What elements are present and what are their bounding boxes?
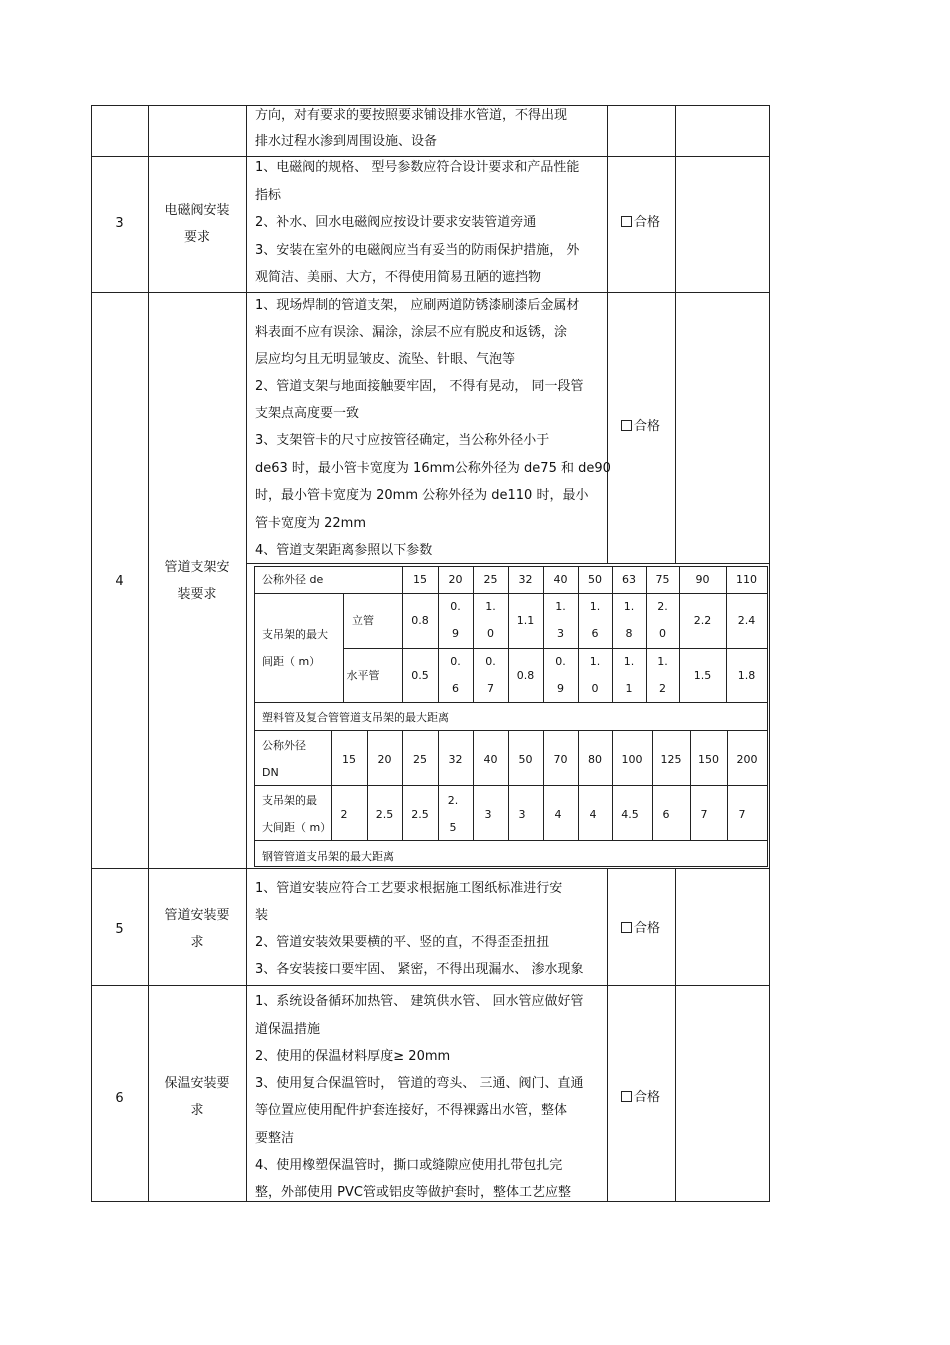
steel-spacing-value: 6 [662,808,670,821]
pass-checkbox[interactable] [621,419,660,435]
steel-size: 70 [553,753,568,766]
checkbox-icon[interactable] [621,1091,632,1102]
vertical-value: 1. [589,600,601,613]
vertical-value: 2.2 [693,614,712,627]
req-line: 2、补水、回水电磁阀应按设计要求安装管道旁通 [255,215,537,230]
steel-spacing-value: 5 [449,821,457,834]
plastic-size: 90 [695,573,710,586]
plastic-size: 32 [518,573,533,586]
req-line: 1、管道安装应符合工艺要求根据施工图纸标准进行安 [255,881,563,896]
checkbox-icon[interactable] [621,922,632,933]
horizontal-value: 7 [487,682,494,695]
vertical-value: 8 [625,627,633,640]
pass-checkbox[interactable] [621,921,660,937]
steel-spacing-value: 2. [447,794,459,807]
req-line: 料表面不应有误涂、漏涂，涂层不应有脱皮和返锈，涂 [255,325,568,340]
horizontal-pipe-label: 水平管 [346,669,380,682]
horizontal-value: 1. [657,655,668,668]
steel-spacing-value: 4 [589,808,597,821]
plastic-size: 75 [655,573,670,586]
steel-spacing-value: 3 [484,808,492,821]
steel-size: 25 [413,753,427,766]
steel-spacing-label-1: 支吊架的最 [262,794,317,807]
horizontal-value: 0. [555,655,566,668]
row-number: 6 [115,1091,124,1106]
req-line: 2、管道支架与地面接触要牢固， 不得有晃动， 同一段管 [255,379,584,394]
steel-size: 150 [698,753,719,766]
req-line: 支架点高度要一致 [255,406,360,421]
pass-label: 合格 [634,419,661,434]
req-line: 等位置应使用配件护套连接好，不得裸露出水管，整体 [255,1103,568,1118]
vertical-value: 9 [452,627,459,640]
vertical-value: 1.1 [516,614,535,627]
req-line: 2、使用的保温材料厚度≥ 20mm [255,1049,451,1064]
steel-spacing-value: 7 [738,808,746,821]
steel-spacing-value: 2.5 [375,808,394,821]
plastic-size: 63 [622,573,636,586]
steel-spacing-label-2: 大间距（ m） [262,821,332,834]
item-name-line-1: 电磁阀安装 [164,203,230,218]
horizontal-value: 1. [623,655,635,668]
item-name-line-2: 求 [190,935,204,950]
req-line: 1、现场焊制的管道支架， 应刷两道防锈漆刷漆后金属材 [255,298,580,313]
req-line: 整，外部使用 PVC管或铝皮等做护套时，整体工艺应整 [255,1185,571,1200]
plastic-size: 110 [736,573,757,586]
steel-size: 20 [377,753,392,766]
plastic-size: 15 [413,573,427,586]
req-line: 3、使用复合保温管时， 管道的弯头、 三通、阀门、直通 [255,1076,584,1091]
steel-size: 125 [660,753,682,766]
steel-size: 100 [621,753,643,766]
plastic-size: 20 [448,573,463,586]
steel-spacing-value: 4.5 [621,808,639,821]
checkbox-icon[interactable] [621,420,632,431]
steel-table-caption: 钢管管道支吊架的最大距离 [262,850,394,863]
cont-line-1: 方向，对有要求的要按照要求铺设排水管道，不得出现 [255,108,568,123]
item-name-line-1: 管道安装要 [164,908,230,923]
vertical-value: 0.8 [411,614,429,627]
item-name-line-2: 求 [190,1103,204,1118]
req-line: 2、管道安装效果要横的平、竖的直，不得歪歪扭扭 [255,935,550,950]
vertical-value: 0. [450,600,461,613]
steel-header-label-1: 公称外径 [262,739,306,752]
horizontal-value: 0.8 [516,669,535,682]
steel-size: 50 [518,753,533,766]
plastic-size: 50 [588,573,602,586]
checkbox-icon[interactable] [621,216,632,227]
steel-size: 40 [483,753,498,766]
vertical-value: 0 [487,627,494,640]
cont-line-2: 排水过程水渗到周围设施、设备 [255,134,438,149]
row-number: 5 [115,922,124,937]
horizontal-value: 1.8 [737,669,756,682]
row-number: 4 [115,574,124,589]
vertical-value: 3 [557,627,564,640]
pass-checkbox[interactable] [621,1090,660,1106]
horizontal-value: 1.5 [693,669,712,682]
plastic-size: 40 [553,573,568,586]
steel-spacing-value: 2 [340,808,348,821]
item-name-line-2: 要求 [183,230,210,245]
req-line: 装 [255,908,269,923]
item-name-line-2: 装要求 [177,587,217,602]
req-line: 要整洁 [255,1131,295,1146]
plastic-header-label: 公称外径 de [262,573,324,586]
pass-label: 合格 [634,1090,661,1105]
req-line: 层应均匀且无明显皱皮、流坠、针眼、气泡等 [255,352,516,367]
steel-spacing-value: 7 [700,808,708,821]
horizontal-value: 9 [557,682,564,695]
req-line: 3、安装在室外的电磁阀应当有妥当的防雨保护措施， 外 [255,243,580,258]
steel-size: 32 [448,753,463,766]
vertical-value: 1. [485,600,496,613]
req-line: 指标 [255,188,282,203]
plastic-table-caption: 塑料管及复合管管道支吊架的最大距离 [262,711,449,724]
pass-label: 合格 [634,215,661,230]
steel-spacing-value: 2.5 [411,808,429,821]
horizontal-value: 1. [589,655,601,668]
steel-spacing-value: 3 [518,808,526,821]
req-line: 道保温措施 [255,1022,321,1037]
item-name-line-1: 管道支架安 [164,560,230,575]
horizontal-value: 0. [485,655,496,668]
horizontal-value: 2 [659,682,666,695]
vertical-value: 2.4 [737,614,756,627]
req-line: 3、支架管卡的尺寸应按管径确定，当公称外径小于 [255,433,550,448]
req-line: 1、电磁阀的规格、 型号参数应符合设计要求和产品性能 [255,160,580,175]
vertical-value: 6 [591,627,599,640]
steel-size: 80 [588,753,602,766]
steel-size: 200 [736,753,758,766]
req-line: 3、各安装接口要牢固、 紧密，不得出现漏水、 渗水现象 [255,962,584,977]
row-number: 3 [115,216,124,231]
horizontal-value: 0.5 [411,669,429,682]
vertical-value: 2. [657,600,668,613]
horizontal-value: 6 [452,682,459,695]
plastic-size: 25 [483,573,498,586]
req-line: 4、管道支架距离参照以下参数 [255,543,433,558]
req-line: 管卡宽度为 22mm [255,516,367,531]
steel-spacing-value: 4 [554,808,562,821]
vertical-value: 0 [659,627,666,640]
horizontal-value: 0. [450,655,461,668]
vertical-pipe-label: 立管 [352,614,374,627]
req-line: 时，最小管卡宽度为 20mm 公称外径为 de110 时，最小 [255,488,589,503]
steel-size: 15 [342,753,356,766]
req-line: 观简洁、美丽、大方，不得使用简易丑陋的遮挡物 [255,270,542,285]
steel-header-label-2: DN [262,766,279,779]
horizontal-value: 0 [591,682,599,695]
req-line: de63 时，最小管卡宽度为 16mm公称外径为 de75 和 de90 [255,461,611,476]
req-line: 4、使用橡塑保温管时，撕口或缝隙应使用扎带包扎完 [255,1158,563,1173]
pass-label: 合格 [634,921,661,936]
req-line: 1、系统设备循环加热管、 建筑供水管、 回水管应做好管 [255,994,584,1009]
plastic-group-label-2: 间距（ m） [262,655,321,668]
plastic-group-label-1: 支吊架的最大 [262,628,328,641]
horizontal-value: 1 [625,682,633,695]
item-name-line-1: 保温安装要 [164,1076,230,1091]
vertical-value: 1. [623,600,635,613]
pass-checkbox[interactable] [621,215,660,231]
vertical-value: 1. [555,600,566,613]
